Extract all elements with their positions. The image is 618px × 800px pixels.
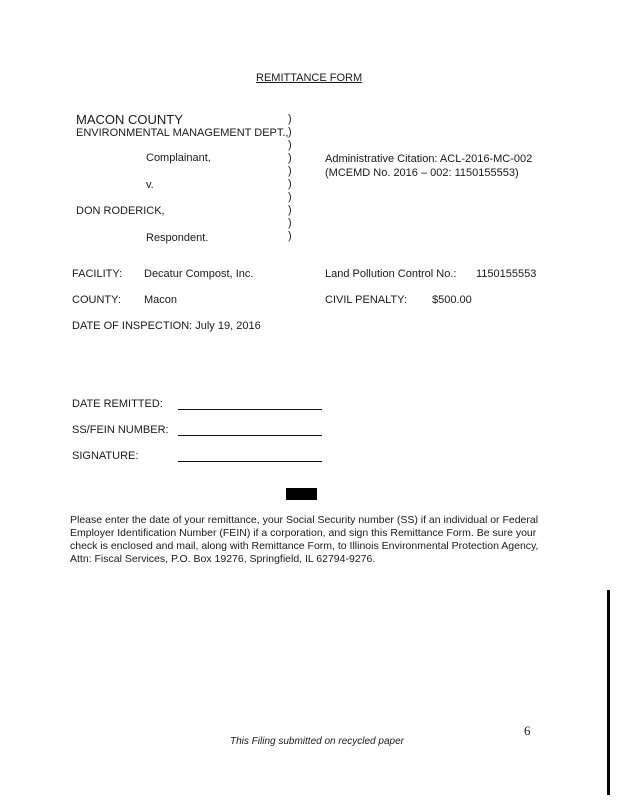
bracket-char: ) [288,217,292,229]
ss-fein-label: SS/FEIN NUMBER: [72,424,169,436]
bracket-char: ) [288,113,292,125]
land-pollution-label: Land Pollution Control No.: [325,268,457,280]
date-remitted-label: DATE REMITTED: [72,398,163,410]
citation-line-2: (MCEMD No. 2016 – 002: 1150155553) [325,167,519,179]
bracket-char: ) [288,204,292,216]
bracket-char: ) [288,230,292,242]
redaction-block [286,488,317,500]
respondent-role: Respondent. [146,232,209,244]
county-label: COUNTY: [72,294,121,306]
scan-edge-bar [607,590,610,795]
bracket-char: ) [288,139,292,151]
footer-note: This Filing submitted on recycled paper [230,736,404,747]
signature-line[interactable] [178,461,322,462]
bracket-char: ) [288,191,292,203]
citation-line-1: Administrative Citation: ACL-2016-MC-002 [325,153,533,165]
date-of-inspection: DATE OF INSPECTION: July 19, 2016 [72,320,261,332]
complainant-county: MACON COUNTY [76,112,183,127]
county-value: Macon [144,294,178,306]
bracket-char: ) [288,178,292,190]
ss-fein-line[interactable] [178,435,322,436]
facility-value: Decatur Compost, Inc. [144,268,254,280]
signature-label: SIGNATURE: [72,450,139,462]
civil-penalty-label: CIVIL PENALTY: [325,294,407,306]
civil-penalty-value: $500.00 [432,294,472,306]
form-title: REMITTANCE FORM [256,72,363,84]
page-number: 6 [524,723,531,738]
instructions-paragraph: Please enter the date of your remittance, your Social Security number (SS) if an individual or Federal Employer Identification Number (FEIN) if a corporation, and sign this Remittance Form. Be sure your check is enclosed and mail, along with Remittance Form, to Illinois Environmental Protection Agency, Attn: Fiscal Services, P.O. Box 19276, Springfield, IL 62794-9276. [70,514,539,565]
complainant-dept: ENVIRONMENTAL MANAGEMENT DEPT., [76,127,289,139]
respondent-name: DON RODERICK, [76,205,165,217]
facility-label: FACILITY: [72,268,123,280]
bracket-char: ) [288,165,292,177]
bracket-char: ) [288,152,292,164]
bracket-char: ) [288,126,292,138]
land-pollution-value: 1150155553 [476,268,537,280]
date-remitted-line[interactable] [178,409,322,410]
complainant-role: Complainant, [146,152,211,164]
versus-text: v. [146,179,154,191]
